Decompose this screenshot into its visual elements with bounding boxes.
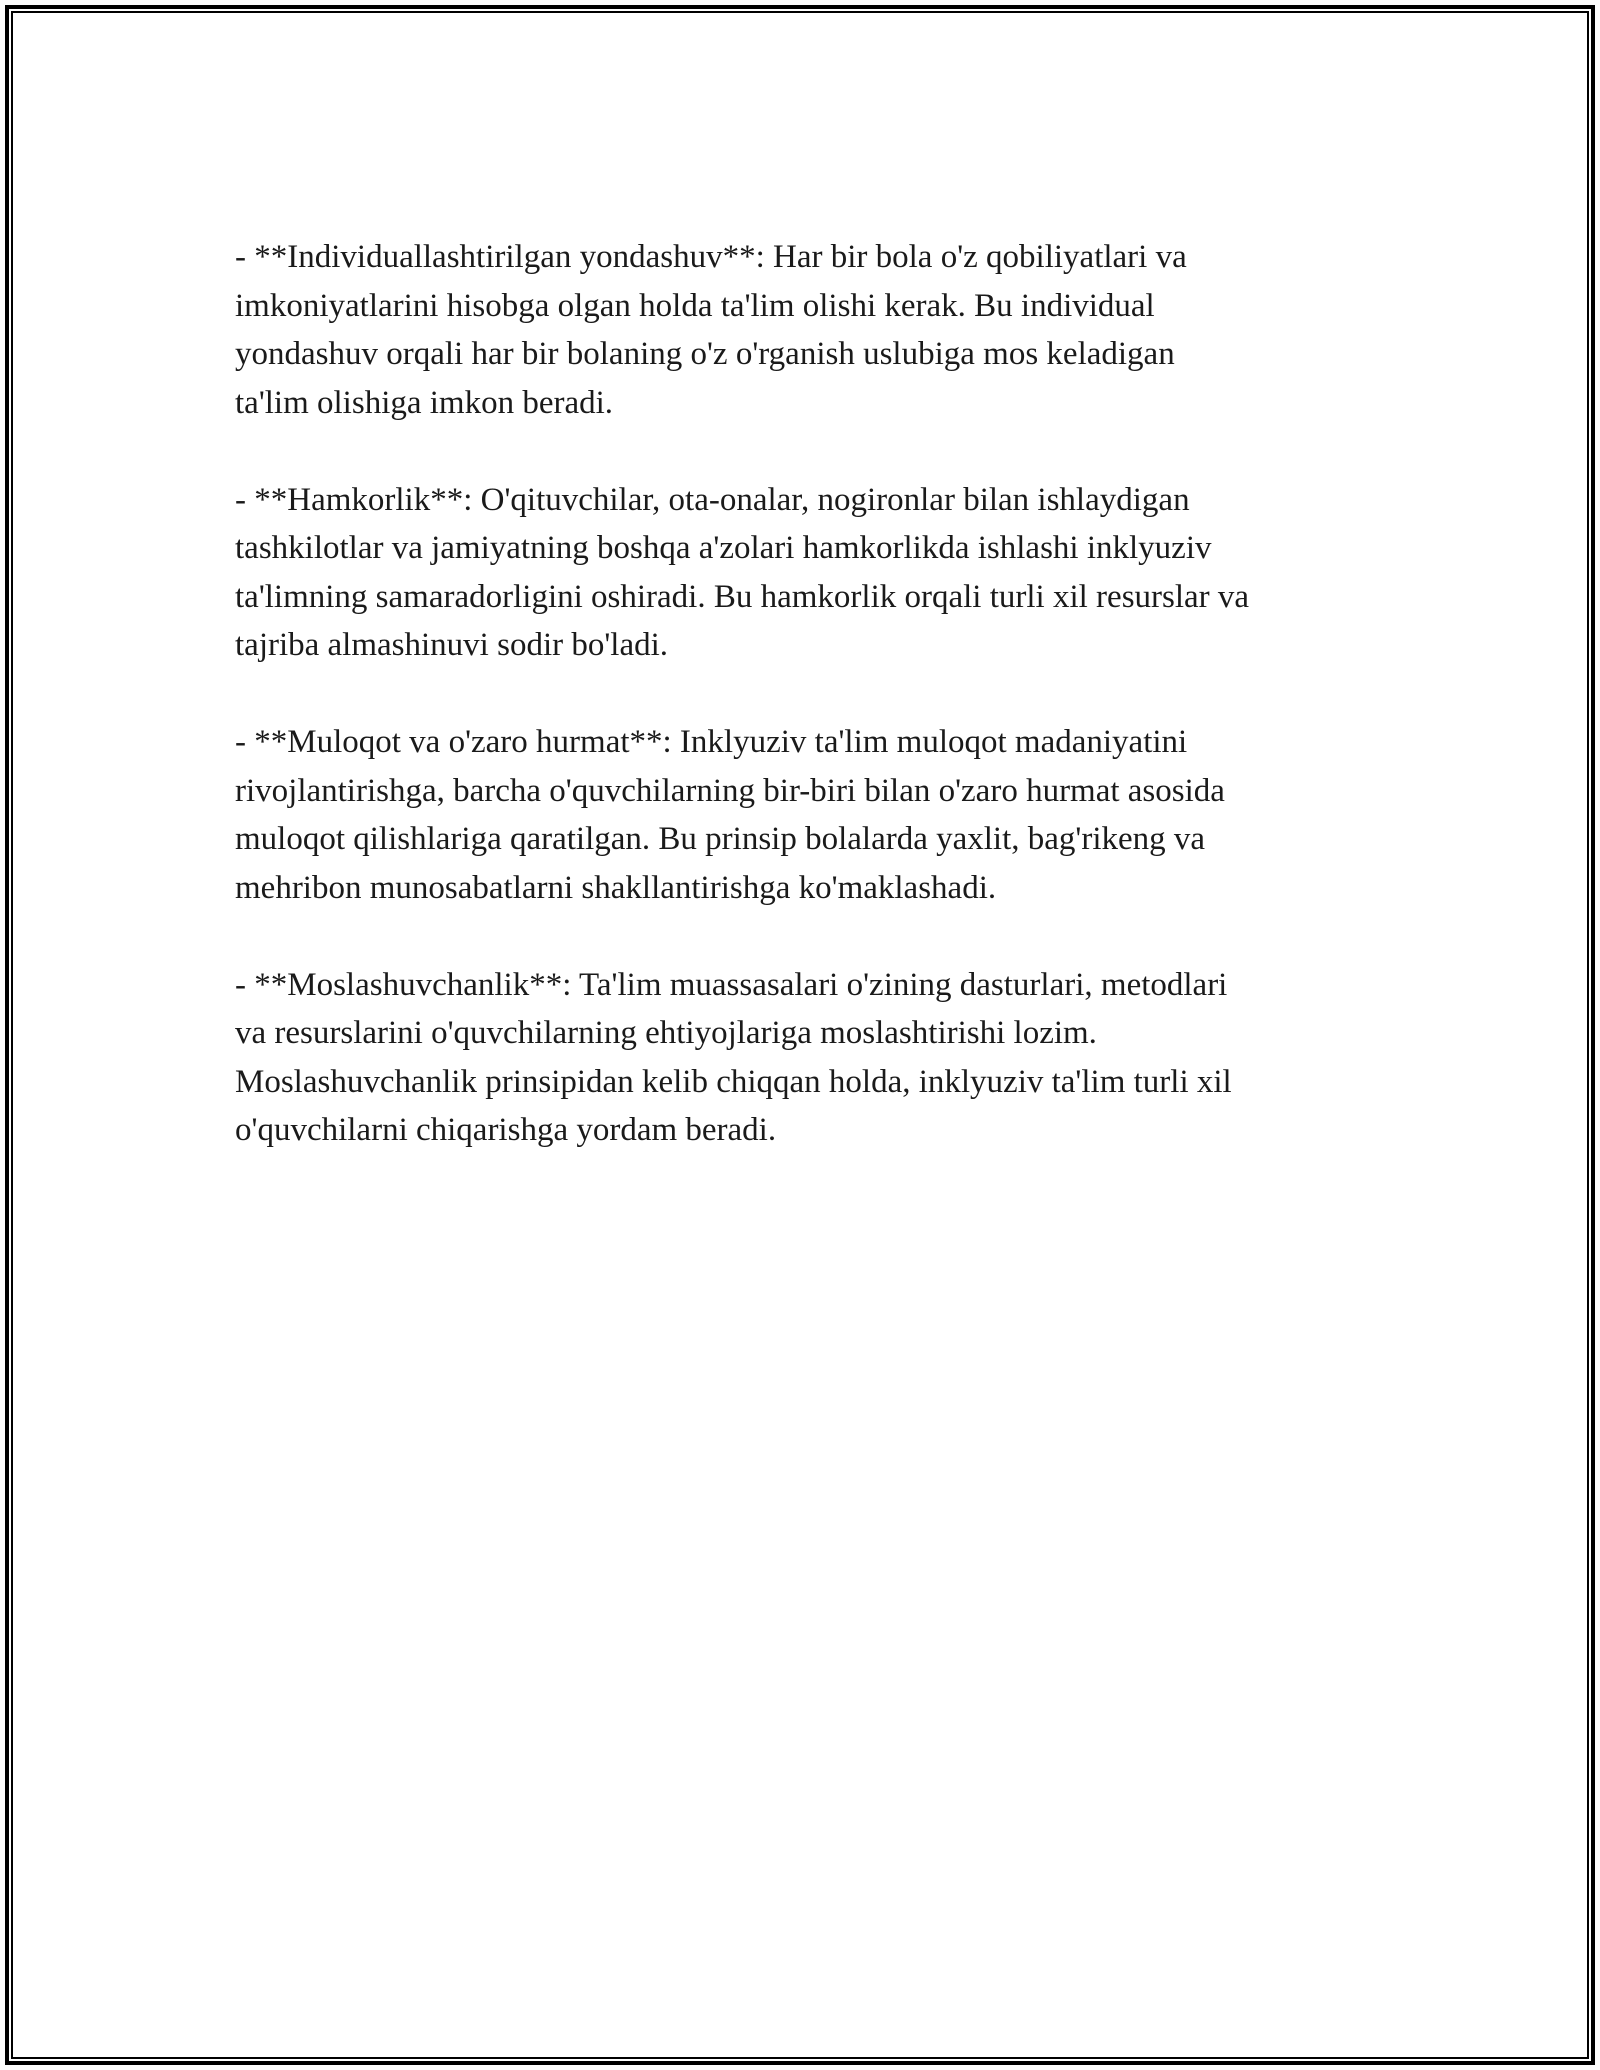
document-body [235,233,1385,1203]
paragraph-flexibility: - **Moslashuvchanlik**: Ta'lim muassasalari o'zining dasturlari, metodlari va resurslarini o'quvchilarning ehtiyojlariga moslashtirishi lozim. Moslashuvchanlik prinsipidan kelib chiqqan holda, inklyuziv ta'lim turli xil o'quvchilarni chiqarishga yordam beradi. [235,966,1232,1148]
paragraph-individual-approach: - **Individuallashtirilgan yondashuv**: Har bir bola o'z qobiliyatlari va imkoniyatlarini hisobga olgan holda ta'lim olishi kerak. Bu individual yondashuv orqali har bir bolaning o'z o'rganish uslubiga mos keladigan ta'lim olishiga imkon beradi. [235,239,1187,421]
paragraph-communication-respect: - **Muloqot va o'zaro hurmat**: Inklyuziv ta'lim muloqot madaniyatini rivojlantirishga, barcha o'quvchilarning bir-biri bilan o'zaro hurmat asosida muloqot qilishlariga qaratilgan. Bu prinsip bolalarda yaxlit, bag'rikeng va mehribon munosabatlarni shakllantirishga ko'maklashadi. [235,724,1225,906]
paragraph-collaboration: - **Hamkorlik**: O'qituvchilar, ota-onalar, nogironlar bilan ishlaydigan tashkilotlar va jamiyatning boshqa a'zolari hamkorlikda ishlashi inklyuziv ta'limning samaradorligini oshiradi. Bu hamkorlik orqali turli xil resurslar va tajriba almashinuvi sodir bo'ladi. [235,481,1250,663]
